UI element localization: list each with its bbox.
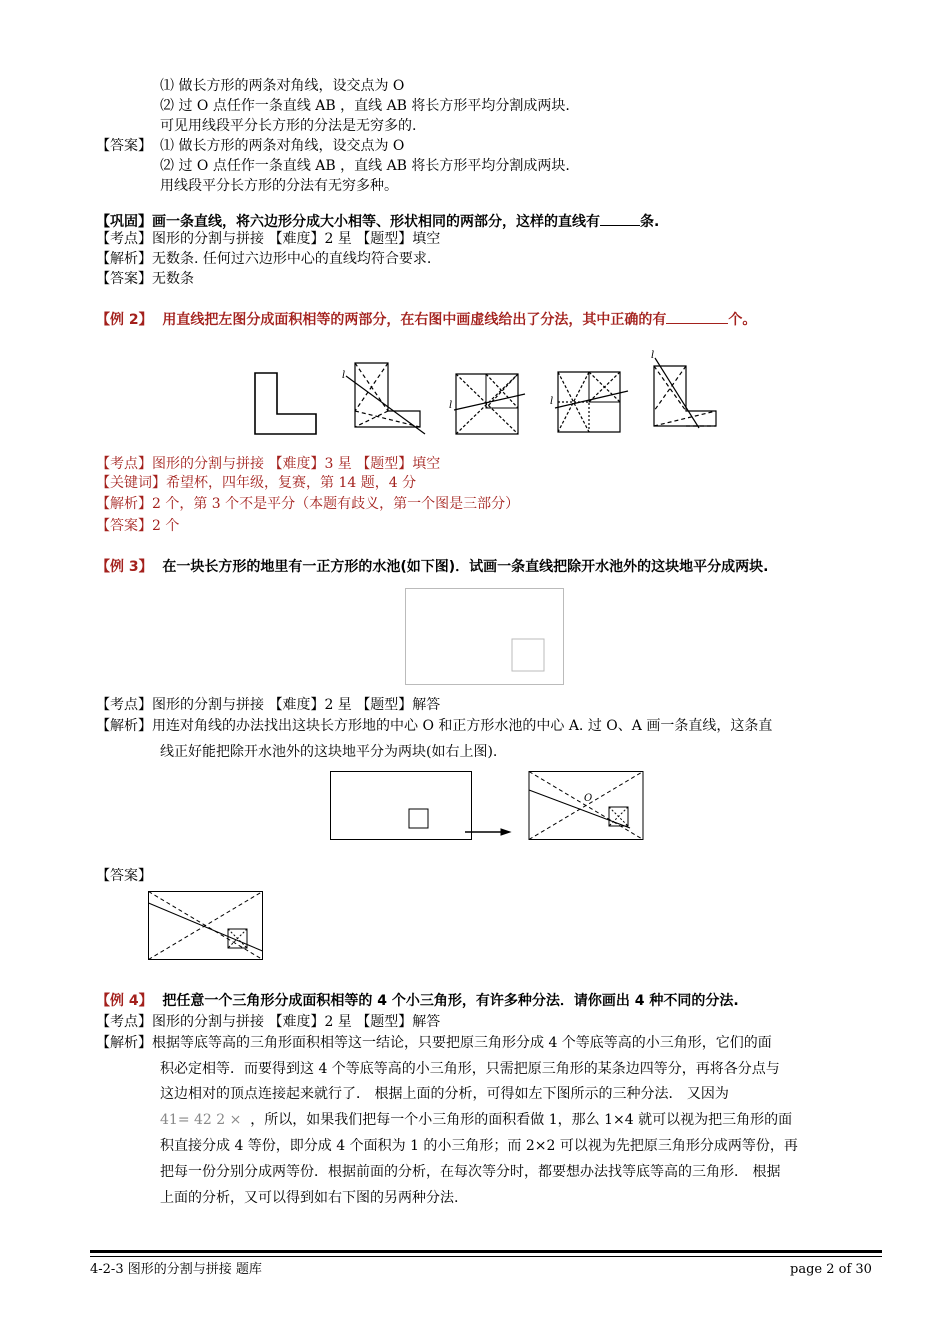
ex3-answer-figure [148,891,264,961]
jiexi-tag: 【解析】 [96,718,152,734]
guanjianci-tag: 【关键词】 [96,475,166,491]
top-line-3: 可见用线段平分长方形的分法是无穷多的. [160,118,417,134]
ex2-kaodian [96,454,440,474]
footer-title: 4-2-3 图形的分割与拼接 题库 [90,1262,262,1277]
answer-blank [666,309,728,324]
top-line-2: ⑵ 过 O 点任作一条直线 AB ，直线 AB 将长方形平均分割成两块. [160,98,570,114]
page-number: page 2 of 30 [790,1262,872,1277]
ex4-tag: 【例 4】 [96,993,153,1009]
daan-text: 无数条 [152,271,194,287]
ex3-jiexi [96,716,772,736]
kaodian-tag: 【考点】 [96,697,152,713]
ex2-tag: 【例 2】 [96,312,153,328]
guanjianci-text: 希望杯，四年级，复赛，第 14 题，4 分 [166,475,417,491]
l-shape-split-1 [346,363,425,434]
gonggu-tag: 【巩固】 [96,214,152,230]
kaodian-tag: 【考点】 [96,231,152,247]
jiexi-text: 2 个，第 3 个不是平分（本题有歧义，第一个图是三部分） [152,496,520,512]
jiexi-text: 用连对角线的办法找出这块长方形地的中心 O 和正方形水池的中心 A. 过 O、A 画一条直线，这条直 [152,718,773,734]
jiexi-text: 根据等底等高的三角形面积相等这一结论，只要把原三角形分成 4 个等底等高的小三角形，它们的面 [152,1035,772,1051]
answer-line-3: 用线段平分长方形的分法有无穷多种。 [160,178,398,194]
line-label-l: l [449,400,453,411]
ex4-question [96,991,739,1011]
gonggu-question-end: 条. [640,214,660,230]
ex2-figures [250,348,730,440]
ex3-tag: 【例 3】 [96,559,153,575]
top-line-1: ⑴ 做长方形的两条对角线，设交点为 O [160,78,405,94]
equation-image-text: 41= 42 2 × [160,1112,242,1128]
ex3-kaodian [96,695,440,715]
daan-tag: 【答案】 [96,271,152,287]
gonggu-kaodian [96,229,440,249]
answer-tag: 【答案】 [96,138,152,154]
jiexi-tag: 【解析】 [96,496,152,512]
daan-tag: 【答案】 [96,518,152,534]
ex3-daan-tag: 【答案】 [96,868,152,884]
ex4-question-text: 把任意一个三角形分成面积相等的 4 个小三角形，有许多种分法．请你画出 4 种不同的分法. [162,993,739,1009]
ex4-jiexi-line-6: 把每一份分别分成两等份．根据前面的分析，在每次等分时，都要想办法找等底等高的三角形． 根据 [160,1164,781,1180]
line-label-l: l [550,396,554,407]
ex4-jiexi-line-3: 这边相对的顶点连接起来就行了． 根据上面的分析，可得如左下图所示的三种分法． 又因为 [160,1086,729,1102]
daan-text: 2 个 [152,518,180,534]
center-label-o: O [584,793,593,804]
l-shape-split-3 [555,372,628,432]
ex2-daan [96,516,179,536]
answer-line-1: ⑴ 做长方形的两条对角线，设交点为 O [160,138,405,154]
answer-blank [600,211,640,226]
l-shape-original [255,373,316,434]
ex3-question-text: 在一块长方形的地里有一正方形的水池(如下图)．试画一条直线把除开水池外的这块地平分成两块. [162,559,769,575]
l-shape-split-2 [454,374,525,434]
footer-rule-thin [90,1256,882,1257]
kaodian-text: 图形的分割与拼接 【难度】3 星 【题型】填空 [152,456,441,472]
ex4-jiexi-line-7: 上面的分析，又可以得到如右下图的另两种分法. [160,1190,459,1206]
kaodian-tag: 【考点】 [96,456,152,472]
footer-rule-thick [90,1250,882,1253]
ex2-jiexi [96,494,519,514]
kaodian-text: 图形的分割与拼接 【难度】2 星 【题型】解答 [152,1014,441,1030]
ex3-figure-pond [405,588,565,686]
ex4-jiexi-line-4 [160,1110,792,1130]
jiexi-tag: 【解析】 [96,1035,152,1051]
jiexi-tag: 【解析】 [96,251,152,267]
answer-line-2: ⑵ 过 O 点任作一条直线 AB ，直线 AB 将长方形平均分割成两块. [160,158,570,174]
ex4-kaodian [96,1012,440,1032]
ex3-question [96,557,769,577]
kaodian-tag: 【考点】 [96,1014,152,1030]
ex2-question [96,309,756,330]
line-label-l: l [342,370,346,381]
l-shape-split-4 [654,358,716,428]
gonggu-question-text: 画一条直线，将六边形分成大小相等、形状相同的两部分，这样的直线有 [152,214,600,230]
ex4-jiexi-line-5: 积直接分成 4 等份，即分成 4 个面积为 1 的小三角形；而 2×2 可以视为先把原三角形分成两等份，再 [160,1138,798,1154]
ex3-solution-figure [330,771,645,843]
ex2-question-end: 个。 [728,312,757,328]
jiexi-text: 无数条. 任何过六边形中心的直线均符合要求. [152,251,432,267]
ex2-guanjianci [96,473,416,493]
kaodian-text: 图形的分割与拼接 【难度】2 星 【题型】填空 [152,231,441,247]
ex3-jiexi-line-2: 线正好能把除开水池外的这块地平分为两块(如右上图). [160,744,498,760]
gonggu-daan [96,269,194,289]
ex2-question-text: 用直线把左图分成面积相等的两部分，在右图中画虚线给出了分法，其中正确的有 [162,312,667,328]
kaodian-text: 图形的分割与拼接 【难度】2 星 【题型】解答 [152,697,441,713]
ex4-jiexi [96,1033,772,1053]
gonggu-jiexi [96,249,431,269]
jiexi-text: ，所以，如果我们把每一个小三角形的面积看做 1，那么 1×4 就可以视为把三角形的面 [250,1112,793,1128]
ex4-jiexi-line-2: 积必定相等．而要得到这 4 个等底等高的小三角形，只需把原三角形的某条边四等分，再将各分点与 [160,1061,780,1077]
line-label-l: l [651,350,655,361]
